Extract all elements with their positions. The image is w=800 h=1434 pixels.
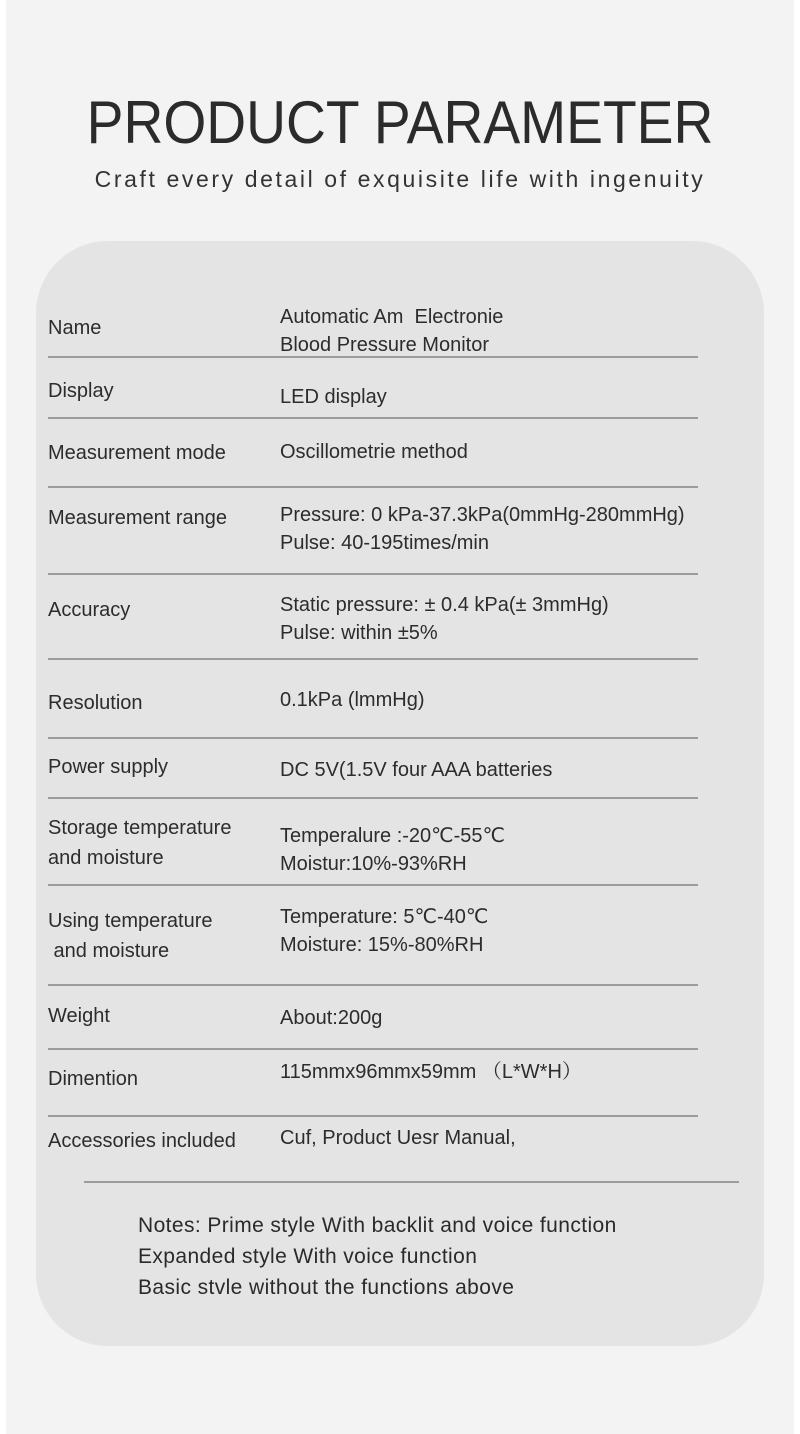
param-value: Static pressure: ± 0.4 kPa(± 3mmHg) Pulse: within ±5%: [280, 594, 609, 644]
param-label: Weight: [48, 1005, 110, 1027]
param-label: Using temperature and moisture: [48, 910, 213, 962]
row-divider: [48, 1048, 698, 1050]
param-label: Accessories included: [48, 1130, 236, 1152]
row-divider: [48, 797, 698, 799]
row-divider: [48, 737, 698, 739]
param-value: Automatic Am Electronie Blood Pressure Monitor: [280, 306, 504, 356]
param-label: Accuracy: [48, 599, 131, 621]
param-label: Power supply: [48, 756, 169, 778]
page-subtitle: Craft every detail of exquisite life with ingenuity: [94, 166, 706, 192]
row-divider: [48, 658, 698, 660]
param-value: 0.1kPa (lmmHg): [280, 689, 425, 711]
param-label: Measurement mode: [48, 442, 226, 464]
param-value: Cuf, Product Uesr Manual,: [280, 1127, 516, 1149]
notes-block: [138, 1210, 617, 1303]
note-line: Notes: Prime style With backlit and voice function: [138, 1214, 617, 1237]
row-divider: [48, 573, 698, 575]
row-divider: [48, 486, 698, 488]
param-value: LED display: [280, 386, 387, 408]
param-label: Display: [48, 380, 114, 402]
param-value: 115mmx96mmx59mm （L*W*H）: [280, 1061, 582, 1083]
param-label: Dimention: [48, 1068, 139, 1090]
param-value: Temperalure :-20℃-55℃ Moistur:10%-93%RH: [280, 825, 506, 875]
row-divider: [48, 884, 698, 886]
param-value: Pressure: 0 kPa-37.3kPa(0mmHg-280mmHg) Pulse: 40-195times/min: [280, 504, 685, 554]
param-value: DC 5V(1.5V four AAA batteries: [280, 759, 553, 781]
row-divider: [48, 417, 698, 419]
row-divider: [48, 1115, 698, 1117]
param-label: Measurement range: [48, 507, 227, 529]
row-divider: [48, 984, 698, 986]
note-line: Expanded style With voice function: [138, 1245, 478, 1268]
param-value: Temperature: 5℃-40℃ Moisture: 15%-80%RH: [280, 906, 489, 956]
note-line: Basic stvle without the functions above: [138, 1276, 515, 1299]
row-divider: [48, 356, 698, 358]
param-value: Oscillometrie method: [280, 441, 468, 463]
param-label: Storage temperature and moisture: [48, 817, 232, 869]
table-bottom-divider: [84, 1181, 739, 1183]
page-title: PRODUCT PARAMETER: [86, 89, 714, 156]
param-label: Name: [48, 317, 102, 339]
param-value: About:200g: [280, 1007, 383, 1029]
param-label: Resolution: [48, 692, 143, 714]
